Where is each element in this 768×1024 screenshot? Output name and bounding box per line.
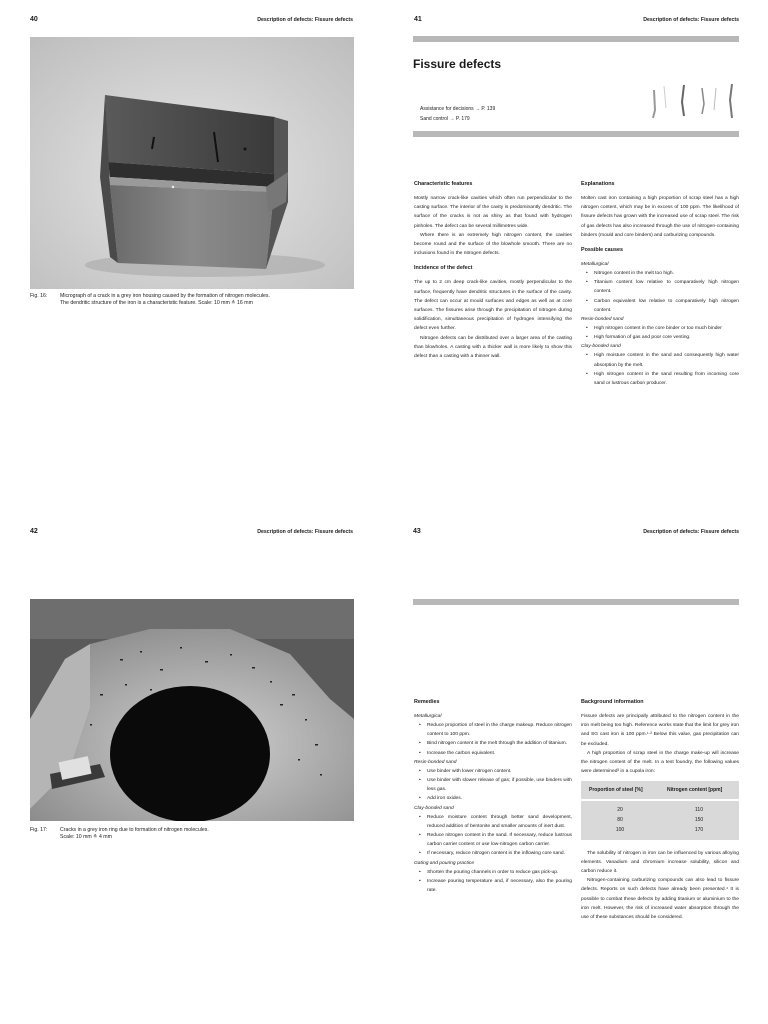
page-41	[384, 0, 768, 512]
list-item: • High nitrogen content in the sand resulting from incoming core sand or lustrous carbon producer.	[581, 370, 739, 388]
running-head: Description of defects: Fissure defects	[643, 529, 739, 535]
table-cell: 100	[615, 826, 625, 833]
sand-control-link[interactable]: Sand control → P. 179	[420, 116, 470, 122]
assist-link[interactable]: Assistance for decisions → P. 139	[420, 106, 496, 112]
clay-list	[414, 813, 572, 859]
page-number: 42	[30, 528, 38, 535]
header-rule	[413, 599, 739, 605]
paragraph: Mostly narrow crack-like cavities which often run perpendicular to the casting surface. The interior of the cavity is predominantly dendritic. The surface of the cracks is not as shiny as that found with hydrogen pinholes. The defect can be several millimetres wide.	[414, 196, 572, 229]
list-item: • Titanium content low relative to comparatively high nitrogen content.	[581, 278, 739, 296]
paragraph: The solubility of nitrogen in iron can be influenced by various alloying elements. Vanadium and chromium increase solubility, silicon and carbon reduce it.	[581, 850, 739, 875]
running-head: Description of defects: Fissure defects	[257, 529, 353, 535]
section-rule	[413, 131, 739, 137]
page-42	[0, 512, 384, 1024]
gating-list	[414, 868, 572, 896]
page-number: 41	[414, 16, 422, 23]
metallurgical-subheading: Metallurgical	[581, 262, 609, 268]
list-item: • High nitrogen content in the core binder or too much binder	[581, 324, 739, 333]
list-item: • If necessary, reduce nitrogen content in the inflowing core sand.	[414, 849, 572, 858]
right-column	[581, 180, 739, 388]
table-header: Nitrogen content [ppm]	[659, 781, 739, 799]
incidence-heading: Incidence of the defect	[414, 265, 473, 272]
table-cell: 20	[617, 806, 623, 813]
resin-subheading: Resin-bonded sand	[581, 317, 624, 323]
steel-nitrogen-table	[581, 781, 739, 839]
paragraph: Molten cast iron containing a high proportion of scrap steel has a high nitrogen content, which may be in excess of 100 ppm. The likelihood of fissure defects has grown with the increased use of scrap steel. The risk of gas defects has also increased through the use of nitrogen-containing binders (mould and core binders) and carburizing compounds.	[581, 196, 739, 238]
left-column	[414, 698, 572, 895]
paragraph: Fissure defects are principally attributed to the nitrogen content in the iron melt being too high. Reference works state that the limit for grey iron and SG cast iron is 100 ppm.¹·² Below this value, gas precipitation can be excluded.	[581, 714, 739, 747]
list-item: • Reduce moisture content through better sand development, reduced addition of bentonite and smaller amounts of inert dust.	[414, 813, 572, 831]
list-item: • Shorten the pouring channels in order to reduce gas pick-up.	[414, 868, 572, 877]
list-item: • High moisture content in the sand and consequently high water absorption by the melt.	[581, 351, 739, 369]
clay-list	[581, 351, 739, 388]
list-item: • Use binder with slower release of gas; if possible, use binders with less gas.	[414, 776, 572, 794]
fig16-photo	[30, 37, 354, 289]
caption-line: Micrograph of a crack in a grey iron housing caused by the formation of nitrogen molecules.	[60, 293, 270, 299]
remedies-heading: Remedies	[414, 699, 440, 705]
explanations-heading: Explanations	[581, 181, 615, 187]
page-40	[0, 0, 384, 512]
caption-line: The dendritic structure of the iron is a characteristic feature. Scale: 10 mm ≙ 16 mm	[60, 300, 253, 306]
header-rule	[413, 36, 739, 42]
paragraph: A high proportion of scrap steel in the charge make-up will increase the nitrogen content of the melt. In a test foundry, the following values were determined³ in a cupola iron:	[581, 750, 739, 775]
table-cell: 150	[694, 816, 704, 823]
caption-line: Scale: 10 mm ≙ 4 mm	[60, 834, 112, 840]
page-title: Fissure defects	[413, 57, 502, 71]
possible-causes-heading: Possible causes	[581, 247, 623, 254]
table-cell: 170	[694, 826, 704, 833]
resin-list	[581, 324, 739, 342]
right-column	[581, 698, 739, 922]
figure-label: Fig. 16:	[30, 293, 48, 299]
paragraph: Nitrogen defects can be distributed over a larger area of the casting than blowholes. A casting with a thicker wall is more likely to show this defect than a casting with a thinner wall.	[414, 335, 572, 360]
fig17-photo	[30, 599, 354, 821]
background-heading: Background information	[581, 699, 644, 705]
metallurgical-list	[581, 269, 739, 315]
cross-references	[420, 104, 495, 124]
paragraph: Nitrogen-containing carburizing compounds can also lead to fissure defects. Reports on such defects have already been presented.⁴ It is possible to combat these defects by adding titanium or aluminium to the iron melt. However, the risk of increased water absorption through the use of these substances should be considered.	[581, 878, 739, 921]
resin-subheading: Resin-bonded sand	[414, 759, 457, 765]
metallurgical-list	[414, 721, 572, 758]
resin-list	[414, 767, 572, 804]
gating-subheading: Gating and pouring practice	[414, 860, 475, 866]
figure-label: Fig. 17:	[30, 827, 48, 833]
list-item: • Increase the carbon equivalent.	[414, 749, 572, 758]
left-column	[414, 180, 572, 361]
page-number: 40	[30, 16, 38, 23]
running-head: Description of defects: Fissure defects	[257, 17, 353, 23]
list-item: • High formation of gas and poor core venting.	[581, 333, 739, 342]
list-item: • Increase pouring temperature and, if necessary, also the pouring rate.	[414, 877, 572, 895]
table-cell: 80	[617, 816, 623, 823]
table-cell: 110	[695, 806, 703, 813]
page-43	[384, 512, 768, 1024]
clay-subheading: Clay-bonded sand	[414, 805, 454, 811]
list-item: • Reduce proportion of steel in the charge makeup. Reduce nitrogen content to 100 ppm.	[414, 721, 572, 739]
list-item: • Carbon equivalent low relative to comparatively high nitrogen content.	[581, 297, 739, 315]
table-header: Proportion of steel [%]	[581, 781, 659, 799]
running-head: Description of defects: Fissure defects	[643, 17, 739, 23]
list-item: • Reduce nitrogen content in the sand. If necessary, reduce lustrous carbon carrier content or use low-nitrogen carbon carrier.	[414, 831, 572, 849]
paragraph: The up to 2 cm deep crack-like cavities, mostly perpendicular to the surface, frequently have dendritic structures in the surface of the cavity. The defect can occur at mould surfaces and edges as well as at core surfaces. The fissures arise through the precipitation of nitrogen during solidification, simultaneous precipitation of hydrogen intensifying the defect even further.	[414, 280, 572, 332]
fissure-thumbnail	[646, 80, 738, 120]
clay-subheading: Clay-bonded sand	[581, 344, 621, 350]
page-number: 43	[413, 528, 421, 535]
paragraph: Where there is an extremely high nitrogen content, the cavities become round and the surface of the blowhole smooth. There are no inclusions found in the nitrogen defects.	[414, 232, 572, 257]
characteristic-features-heading: Characteristic features	[414, 181, 473, 187]
list-item: • Add iron oxides.	[414, 794, 572, 803]
list-item: • Nitrogen content in the melt too high.	[581, 269, 739, 278]
list-item: • Bind nitrogen content in the melt through the addition of titanium.	[414, 739, 572, 748]
caption-line: Cracks in a grey iron ring due to formation of nitrogen molecules.	[60, 827, 209, 833]
metallurgical-subheading: Metallurgical	[414, 714, 442, 719]
list-item: • Use binder with lower nitrogen content.	[414, 767, 572, 776]
